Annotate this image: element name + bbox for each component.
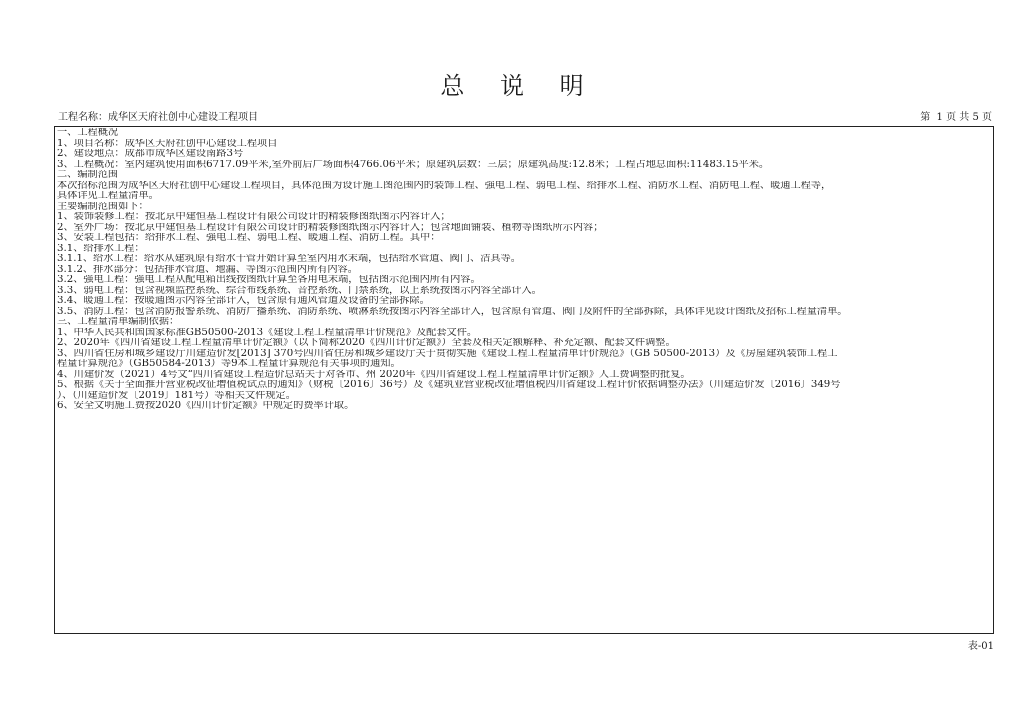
text-line: 本次招标范围为成华区天府社创中心建设工程项目，具体范围为设计施工图范围内的装饰工程、强电工程、弱电工程、给排水工程、消防水工程、消防电工程、暖通工程等， bbox=[57, 180, 832, 191]
text-line: 主要编制范围如下： bbox=[57, 201, 149, 212]
text-line: 三、工程量清单编制依据： bbox=[57, 317, 180, 327]
text-line: 3.5、消防工程：包含消防报警系统、消防广播系统、消防系统、喷淋系统按图示内容全部计入，包含原有管道、阀门及附件的全部拆除，具体详见设计图纸及招标工程量清单。 bbox=[57, 306, 848, 317]
text-line: 3、四川省住房和城乡建设厅川建造价发[2013] 370号四川省住房和城乡建设厅关于贯彻实施《建设工程工程量清单计价规范》（GB 50500-2013）及《房屋建筑装饰工程工 bbox=[57, 348, 838, 359]
text-line: 3、安装工程包括：给排水工程、强电工程、弱电工程、暖通工程、消防工程。其中： bbox=[57, 233, 441, 243]
project-name: 工程名称：成华区天府社创中心建设工程项目 bbox=[58, 112, 258, 123]
text-line: 3.2、强电工程：强电工程从配电箱出线按图纸计算至各用电末端，包括图示范围内所有内容。 bbox=[57, 275, 481, 285]
text-line: 3.3、弱电工程：包含视频监控系统、综合布线系统、音控系统、门禁系统，以上系统按图示内容全部计入。 bbox=[57, 285, 542, 296]
text-line: 具体详见工程量清单。 bbox=[57, 191, 159, 201]
header-meta-row bbox=[56, 111, 994, 125]
text-line: 3.1、给排水工程： bbox=[57, 243, 145, 254]
text-line: 2、2020年《四川省建设工程工程量清单计价定额》（以下简称2020《四川计价定额》）全套及相关定额解释、补充定额、配套文件调整。 bbox=[57, 338, 676, 348]
text-line: 2、室外广场：按北京中建恒基工程设计有限公司设计的精装修图纸图示内容计入；包含地面铺装、植物等图纸所示内容； bbox=[57, 222, 604, 233]
text-line: 6、安全文明施工费按2020《四川计价定额》中规定的费率计取。 bbox=[57, 401, 355, 411]
text-line: 程量计算规范》（GB50584-2013）等9本工程量计算规范有关事项的通知。 bbox=[57, 359, 401, 369]
text-line: 1、项目名称：成华区天府社创中心建设工程项目 bbox=[57, 138, 278, 149]
content-frame bbox=[54, 126, 994, 634]
text-line: 3.1.2、排水部分：包括排水管道、地漏、等图示范围内所有内容。 bbox=[57, 264, 358, 275]
text-line: 1、中华人民共和国国家标准GB50500-2013《建设工程工程量清单计价规范》及配套文件。 bbox=[57, 327, 478, 338]
text-line: 2、建设地点：成都市成华区建设南路3号 bbox=[57, 149, 244, 159]
page-title: 总 说 明 bbox=[440, 72, 598, 100]
text-line: 3.4、暖通工程：按暖通图示内容全部计入，包含原有通风管道及设备的全部拆除。 bbox=[57, 296, 430, 306]
content-lines bbox=[57, 128, 991, 412]
text-line: ）、（川建造价发〔2019〕181号）等相关文件规定。 bbox=[57, 390, 296, 401]
form-number: 表-01 bbox=[967, 641, 994, 652]
text-line: 3.1.1、给水工程：给水从建筑原有给水干管开始计算至室内用水末端，包括给水管道、阀门、洁具等。 bbox=[57, 254, 521, 264]
text-line: 3、工程概况：室内建筑使用面积6717.09平米,室外前后广场面积4766.06平米；原建筑层数：三层；原建筑高度:12.8米；工程占地总面积:11483.15平米。 bbox=[57, 159, 770, 170]
text-line: 4、川建价发（2021）4号文“四川省建设工程造价总站关于对各市、州 2020年《四川省建设工程工程量清单计价定额》人工费调整的批复。 bbox=[57, 369, 691, 380]
text-line: 1、装饰装修工程：按北京中建恒基工程设计有限公司设计的精装修图纸图示内容计入； bbox=[57, 212, 451, 222]
text-line: 一、工程概况 bbox=[57, 128, 119, 138]
page-indicator: 第 1 页 共 5 页 bbox=[920, 112, 992, 123]
text-line: 二、编制范围 bbox=[57, 170, 119, 180]
text-line: 5、根据《关于全面推开营业税改征增值税试点的通知》（财税〔2016〕36号）及《建筑业营业税改征增值税四川省建设工程计价依据调整办法》（川建造价发〔2016〕349号 bbox=[57, 380, 841, 390]
